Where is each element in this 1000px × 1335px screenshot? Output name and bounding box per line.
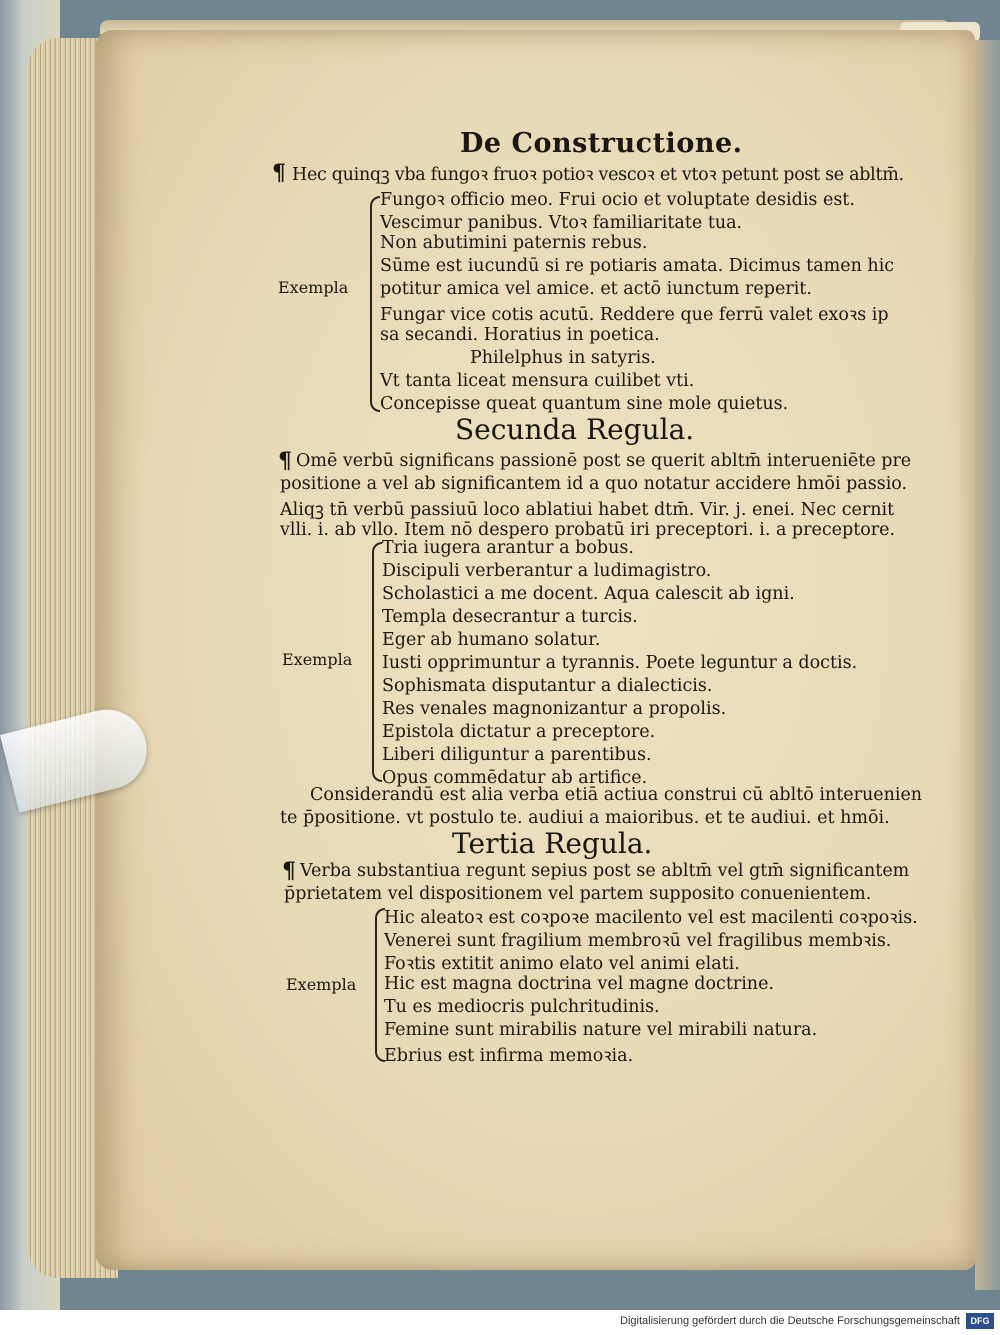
pilcrow-icon: ¶ <box>282 858 296 884</box>
rule1-lead: Hec quinqꝫ vba fungoꝛ fruoꝛ potioꝛ vescoꝛ et vtoꝛ petunt post se abltm̄. <box>292 165 904 185</box>
rule2-text-line: Aliqꝫ tn̄ verbū passiuū loco ablatiui habet dtm̄. Vir. j. enei. Nec cernit <box>280 500 895 520</box>
rule2-example-line: Opus commēdatur ab artifice. <box>382 768 648 788</box>
rule2-example-line: Scholastici a me docent. Aqua calescit ab igni. <box>382 584 795 604</box>
footer-bar <box>0 1310 1000 1335</box>
rule2-example-line: Epistola dictatur a preceptore. <box>382 722 656 742</box>
footer-credit: Digitalisierung gefördert durch die Deutsche Forschungsgemeinschaft <box>620 1315 960 1327</box>
rule2-example-line: Eger ab humano solatur. <box>382 630 601 650</box>
exempla-label-3: Exempla <box>286 975 357 994</box>
rule3-example-line: Hic est magna doctrina vel magne doctrine. <box>384 974 774 994</box>
rule3-example-line: Foꝛtis extitit animo elato vel animi elati. <box>384 954 740 974</box>
dfg-logo: DFG <box>966 1313 994 1329</box>
brace-rule2 <box>372 542 382 782</box>
rule3-example-line: Venerei sunt fragilium membroꝛū vel fragilibus membꝛis. <box>384 931 892 951</box>
rule3-example-line: Ebrius est infirma memoꝛia. <box>384 1046 634 1066</box>
rule1-example-line: Vescimur panibus. Vtoꝛ familiaritate tua. <box>380 213 743 233</box>
rule1-example-line: Fungoꝛ officio meo. Frui ocio et voluptate desidis est. <box>380 190 855 210</box>
exempla-label-2: Exempla <box>282 650 353 669</box>
rule2-after-line: Considerandū est alia verba etiā actiua construi cū abltō interuenien <box>310 785 923 805</box>
rule2-example-line: Res venales magnonizantur a propolis. <box>382 699 727 719</box>
rule1-example-line: Non abutimini paternis rebus. <box>380 233 648 253</box>
rule2-text-line: positione a vel ab significantem id a quo notatur accidere hmōi passio. <box>280 474 908 494</box>
rule3-example-line: Femine sunt mirabilis nature vel mirabili natura. <box>384 1020 818 1040</box>
rule1-example-line: Philelphus in satyris. <box>470 348 656 368</box>
brace-rule1 <box>370 196 380 412</box>
rule2-heading: Secunda Regula. <box>455 413 695 446</box>
rule1-example-line: potitur amica vel amice. et actō iunctum reperit. <box>380 279 812 299</box>
rule1-example-line: Sūme est iucundū si re potiaris amata. Dicimus tamen hic <box>380 256 895 276</box>
rule2-after-line: te p̄positione. vt postulo te. audiui a maioribus. et te audiui. et hmōi. <box>280 808 890 828</box>
pilcrow-icon: ¶ <box>272 160 286 186</box>
rule2-example-line: Tria iugera arantur a bobus. <box>382 538 634 558</box>
rule2-example-line: Discipuli verberantur a ludimagistro. <box>382 561 712 581</box>
rule1-example-line: Concepisse queat quantum sine mole quietus. <box>380 394 789 414</box>
exempla-label-1: Exempla <box>278 278 349 297</box>
rule2-example-line: Sophismata disputantur a dialecticis. <box>382 676 713 696</box>
rule2-example-line: Liberi diliguntur a parentibus. <box>382 745 652 765</box>
pilcrow-icon: ¶ <box>278 448 292 474</box>
page-title: De Constructione. <box>460 128 743 159</box>
rule1-example-line: Vt tanta liceat mensura cuilibet vti. <box>380 371 695 391</box>
rule3-text-line: p̄prietatem vel dispositionem vel partem supposito conuenientem. <box>284 884 872 904</box>
rule3-text-line: Verba substantiua regunt sepius post se abltm̄ vel gtm̄ significantem <box>300 861 910 881</box>
rule2-text-line: vlli. i. ab vllo. Item nō despero probatū iri preceptori. i. a preceptore. <box>280 520 896 540</box>
rule2-example-line: Templa desecrantur a turcis. <box>382 607 638 627</box>
rule2-text-line: Omē verbū significans passionē post se querit abltm̄ interueniēte pre <box>296 451 912 471</box>
right-edge <box>975 40 1000 1290</box>
rule3-example-line: Hic aleatoꝛ est coꝛpoꝛe macilento vel est macilenti coꝛpoꝛis. <box>384 908 918 928</box>
rule2-example-line: Iusti opprimuntur a tyrannis. Poete leguntur a doctis. <box>382 653 858 673</box>
rule1-example-line: sa secandi. Horatius in poetica. <box>380 325 660 345</box>
rule3-example-line: Tu es mediocris pulchritudinis. <box>384 997 660 1017</box>
rule3-heading: Tertia Regula. <box>452 827 653 860</box>
rule1-example-line: Fungar vice cotis acutū. Reddere que ferrū valet exoꝛs ip <box>380 305 889 325</box>
